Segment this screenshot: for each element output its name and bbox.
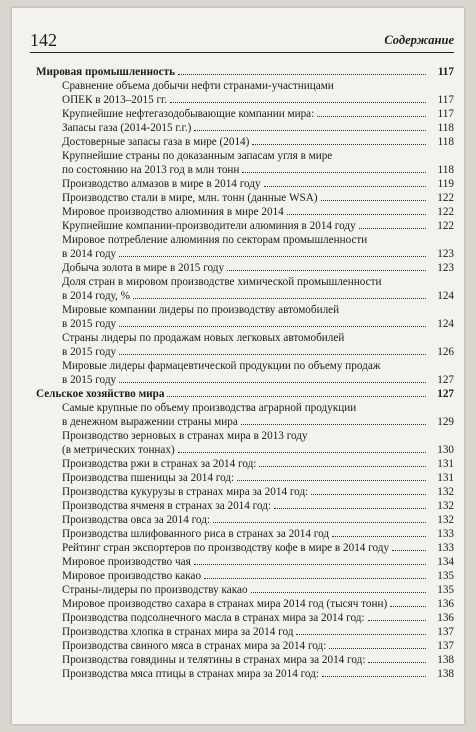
toc-page-number: 132 xyxy=(437,514,454,526)
toc-entry-title-line xyxy=(62,401,428,415)
toc-entry-title-text: Производства ржи в странах за 2014 год: xyxy=(62,458,257,470)
toc-entry-title-text: Крупнейшие нефтегазодобывающие компании мира: xyxy=(62,108,315,120)
toc-entry[interactable] xyxy=(36,401,454,429)
toc-page-number: 127 xyxy=(437,374,454,386)
toc-entry-title-text: Мировые компании лидеры по производству автомобилей xyxy=(62,304,340,316)
toc-entry-title-line xyxy=(62,303,428,317)
dot-leader xyxy=(264,186,426,187)
dot-leader xyxy=(390,606,426,607)
toc-entry-title-line xyxy=(62,443,428,457)
toc-entry-title-line xyxy=(62,135,428,149)
dot-leader xyxy=(194,130,426,131)
dot-leader xyxy=(311,494,426,495)
toc-entry-title-text: Производства шлифованного риса в странах за 2014 год xyxy=(62,528,330,540)
toc-entry-title-text: Запасы газа (2014-2015 г.г.) xyxy=(62,122,192,134)
toc-entry-title-text: Доля стран в мировом производстве химической промышленности xyxy=(62,276,382,288)
toc-entry[interactable] xyxy=(36,639,454,653)
toc-entry-title-text: Крупнейшие страны по доказанным запасам угля в мире xyxy=(62,150,333,162)
toc-entry-title-line xyxy=(62,373,428,387)
toc-entry-title-text: (в метрических тоннах) xyxy=(62,444,175,456)
dot-leader xyxy=(259,466,426,467)
toc-page-number: 131 xyxy=(437,472,454,484)
toc-entry-title-line xyxy=(62,275,428,289)
dot-leader xyxy=(329,648,426,649)
toc-page-number: 119 xyxy=(437,178,454,190)
toc-entry-title-line xyxy=(62,121,428,135)
toc-entry-title-line xyxy=(62,513,428,527)
dot-leader xyxy=(119,354,426,355)
toc-page-number: 135 xyxy=(437,584,454,596)
page-header xyxy=(30,30,454,53)
toc-section xyxy=(36,387,454,681)
toc-entry[interactable] xyxy=(36,485,454,499)
dot-leader xyxy=(242,172,426,173)
dot-leader xyxy=(204,578,426,579)
toc-entry[interactable] xyxy=(36,429,454,457)
toc-entry-title-text: в 2015 году xyxy=(62,346,117,358)
toc-entry[interactable] xyxy=(36,667,454,681)
toc-page-number: 118 xyxy=(437,164,454,176)
toc-entry-title-text: Мировое производство какао xyxy=(62,570,202,582)
toc-entry-title-text: в денежном выражении страны мира xyxy=(62,416,238,428)
dot-leader xyxy=(119,326,426,327)
table-of-contents xyxy=(36,65,454,681)
dot-leader xyxy=(194,564,426,565)
toc-page-number: 127 xyxy=(437,388,454,400)
toc-entry-title-line xyxy=(62,415,428,429)
dot-leader xyxy=(359,228,426,229)
toc-page-number: 118 xyxy=(437,136,454,148)
dot-leader xyxy=(119,256,426,257)
toc-entry-title-text: Мировое производство чая xyxy=(62,556,191,568)
toc-entry-title-line xyxy=(62,471,428,485)
toc-entry-title-text: Крупнейшие компании-производители алюминия в 2014 году xyxy=(62,220,356,232)
toc-entry-title-line xyxy=(62,555,428,569)
toc-entry-title-line xyxy=(62,261,428,275)
toc-entry[interactable] xyxy=(36,331,454,359)
toc-entry[interactable] xyxy=(36,149,454,177)
toc-entry-title-line xyxy=(62,317,428,331)
toc-entry-title-line xyxy=(62,219,428,233)
toc-entry[interactable] xyxy=(36,79,454,107)
toc-entry-title-text: Производство алмазов в мире в 2014 году xyxy=(62,178,261,190)
toc-entry-title-line xyxy=(62,79,428,93)
toc-page-number: 137 xyxy=(437,640,454,652)
toc-entry-title-line xyxy=(62,429,428,443)
dot-leader xyxy=(227,270,426,271)
toc-entry[interactable] xyxy=(36,583,454,597)
toc-entry-title-line xyxy=(62,597,428,611)
toc-entry-title-text: в 2014 году xyxy=(62,248,117,260)
toc-entry-title-line xyxy=(62,163,428,177)
toc-entry-title-text: Мировое производство алюминия в мире 2014 xyxy=(62,206,284,218)
toc-page-number: 117 xyxy=(437,94,454,106)
toc-entry[interactable] xyxy=(36,625,454,639)
dot-leader xyxy=(287,214,426,215)
book-page xyxy=(12,8,464,724)
toc-page-number: 118 xyxy=(437,122,454,134)
toc-entry-title-text: Производства говядины и телятины в странах мира за 2014 год: xyxy=(62,654,366,666)
toc-page-number: 126 xyxy=(437,346,454,358)
toc-entry-title-line xyxy=(62,639,428,653)
toc-entry-title-text: Мировое потребление алюминия по секторам промышленности xyxy=(62,234,368,246)
toc-page-number: 133 xyxy=(437,528,454,540)
toc-page-number: 123 xyxy=(437,262,454,274)
toc-entry-title-text: Мировое производство сахара в странах мира 2014 год (тысяч тонн) xyxy=(62,598,388,610)
toc-page-number: 138 xyxy=(437,668,454,680)
dot-leader xyxy=(167,396,426,397)
toc-entry-title-line xyxy=(62,667,428,681)
toc-entry-title-line xyxy=(62,149,428,163)
toc-section-heading[interactable] xyxy=(36,65,454,79)
toc-page-number: 117 xyxy=(437,66,454,78)
toc-entry-title-text: Сельское хозяйство мира xyxy=(36,388,165,400)
toc-entry[interactable] xyxy=(36,555,454,569)
toc-entry-title-line xyxy=(62,485,428,499)
toc-entry-title-text: ОПЕК в 2013–2015 гг. xyxy=(62,94,168,106)
toc-entry-title-line xyxy=(36,65,428,79)
toc-page-number: 137 xyxy=(437,626,454,638)
toc-entry[interactable] xyxy=(36,233,454,261)
toc-entry-title-text: по состоянию на 2013 год в млн тонн xyxy=(62,164,240,176)
toc-page-number: 131 xyxy=(437,458,454,470)
toc-entry-title-text: Мировая промышленность xyxy=(36,66,175,78)
running-title: Содержание xyxy=(384,33,454,47)
toc-entry-title-text: Производства кукурузы в странах мира за 2014 год: xyxy=(62,486,309,498)
toc-page-number: 122 xyxy=(437,192,454,204)
toc-entry-title-line xyxy=(62,625,428,639)
toc-page-number: 124 xyxy=(437,290,454,302)
toc-entry[interactable] xyxy=(36,541,454,555)
toc-page-number: 129 xyxy=(437,416,454,428)
toc-entry-title-line xyxy=(62,107,428,121)
toc-entry-title-text: Производства подсолнечного масла в странах мира за 2014 год: xyxy=(62,612,365,624)
toc-entry[interactable] xyxy=(36,177,454,191)
toc-entry-title-line xyxy=(62,247,428,261)
toc-entry-title-text: Самые крупные по объему производства аграрной продукции xyxy=(62,402,357,414)
toc-page-number: 136 xyxy=(437,612,454,624)
dot-leader xyxy=(170,102,426,103)
dot-leader xyxy=(368,620,426,621)
toc-entry-title-line xyxy=(36,387,428,401)
toc-entry[interactable] xyxy=(36,569,454,583)
toc-entry-title-line xyxy=(62,205,428,219)
dot-leader xyxy=(237,480,426,481)
toc-entry[interactable] xyxy=(36,457,454,471)
toc-entry-title-text: Достоверные запасы газа в мире (2014) xyxy=(62,136,250,148)
dot-leader xyxy=(213,522,426,523)
toc-entry-title-line xyxy=(62,233,428,247)
dot-leader xyxy=(392,550,426,551)
toc-entry[interactable] xyxy=(36,303,454,331)
dot-leader xyxy=(251,592,426,593)
dot-leader xyxy=(274,508,426,509)
toc-entry[interactable] xyxy=(36,359,454,387)
toc-page-number: 135 xyxy=(437,570,454,582)
toc-section xyxy=(36,65,454,387)
toc-entry-title-text: Производства хлопка в странах мира за 2014 год xyxy=(62,626,294,638)
toc-entry-title-text: Производства овса за 2014 год: xyxy=(62,514,211,526)
toc-entry[interactable] xyxy=(36,205,454,219)
toc-entry-title-text: в 2015 году xyxy=(62,374,117,386)
dot-leader xyxy=(241,424,426,425)
toc-entry-title-line xyxy=(62,569,428,583)
toc-entry-title-line xyxy=(62,611,428,625)
toc-entry[interactable] xyxy=(36,135,454,149)
toc-page-number: 136 xyxy=(437,598,454,610)
dot-leader xyxy=(119,382,426,383)
dot-leader xyxy=(178,74,426,75)
toc-entry-title-line xyxy=(62,289,428,303)
toc-entry-title-line xyxy=(62,345,428,359)
toc-entry[interactable] xyxy=(36,611,454,625)
dot-leader xyxy=(178,452,426,453)
toc-page-number: 122 xyxy=(437,206,454,218)
toc-entry-title-text: Производства свиного мяса в странах мира за 2014 год: xyxy=(62,640,327,652)
dot-leader xyxy=(332,536,426,537)
dot-leader xyxy=(322,676,426,677)
toc-entry-title-text: в 2015 году xyxy=(62,318,117,330)
toc-page-number: 134 xyxy=(437,556,454,568)
toc-entry-title-text: Мировые лидеры фармацевтической продукции по объему продаж xyxy=(62,360,381,372)
toc-page-number: 122 xyxy=(437,220,454,232)
toc-entry[interactable] xyxy=(36,107,454,121)
toc-entry[interactable] xyxy=(36,471,454,485)
toc-entry-title-line xyxy=(62,177,428,191)
toc-entry[interactable] xyxy=(36,261,454,275)
dot-leader xyxy=(252,144,426,145)
toc-entry-title-text: Страны-лидеры по производству какао xyxy=(62,584,248,596)
toc-entry-title-text: Производства ячменя в странах за 2014 год: xyxy=(62,500,272,512)
toc-entry-title-line xyxy=(62,499,428,513)
toc-page-number: 132 xyxy=(437,500,454,512)
toc-entry-title-text: Производство стали в мире, млн. тонн (данные WSA) xyxy=(62,192,318,204)
toc-page-number: 117 xyxy=(437,108,454,120)
toc-page-number: 138 xyxy=(437,654,454,666)
toc-entry-title-text: Производства пшеницы за 2014 год: xyxy=(62,472,235,484)
dot-leader xyxy=(321,200,426,201)
toc-entry-title-text: Рейтинг стран экспортеров по производству кофе в мире в 2014 году xyxy=(62,542,390,554)
toc-entry-title-line xyxy=(62,93,428,107)
dot-leader xyxy=(368,662,426,663)
toc-entry-title-line xyxy=(62,527,428,541)
toc-entry[interactable] xyxy=(36,653,454,667)
page-number: 142 xyxy=(30,30,57,50)
toc-entry[interactable] xyxy=(36,191,454,205)
dot-leader xyxy=(296,634,426,635)
toc-entry-title-text: Добыча золота в мире в 2015 году xyxy=(62,262,225,274)
toc-entry-title-line xyxy=(62,191,428,205)
toc-entry[interactable] xyxy=(36,597,454,611)
toc-entry[interactable] xyxy=(36,275,454,303)
toc-page-number: 132 xyxy=(437,486,454,498)
toc-entry-title-line xyxy=(62,359,428,373)
toc-page-number: 124 xyxy=(437,318,454,330)
toc-entry-title-text: Сравнение объема добычи нефти странами-участницами xyxy=(62,80,334,92)
toc-entry[interactable] xyxy=(36,121,454,135)
toc-entry-title-text: Производства мяса птицы в странах мира за 2014 год: xyxy=(62,668,319,680)
toc-entry[interactable] xyxy=(36,513,454,527)
dot-leader xyxy=(317,116,426,117)
toc-page-number: 133 xyxy=(437,542,454,554)
toc-entry[interactable] xyxy=(36,219,454,233)
toc-entry[interactable] xyxy=(36,527,454,541)
toc-entry-title-text: Страны лидеры по продажам новых легковых автомобилей xyxy=(62,332,345,344)
toc-entry-title-line xyxy=(62,583,428,597)
toc-entry-title-line xyxy=(62,331,428,345)
toc-entry[interactable] xyxy=(36,499,454,513)
toc-entry-title-line xyxy=(62,457,428,471)
toc-page-number: 123 xyxy=(437,248,454,260)
toc-entry-title-text: Производство зерновых в странах мира в 2013 году xyxy=(62,430,308,442)
toc-page-number: 130 xyxy=(437,444,454,456)
dot-leader xyxy=(133,298,426,299)
toc-section-heading[interactable] xyxy=(36,387,454,401)
toc-entry-title-text: в 2014 году, % xyxy=(62,290,130,302)
toc-entry-title-line xyxy=(62,653,428,667)
toc-entry-title-line xyxy=(62,541,428,555)
